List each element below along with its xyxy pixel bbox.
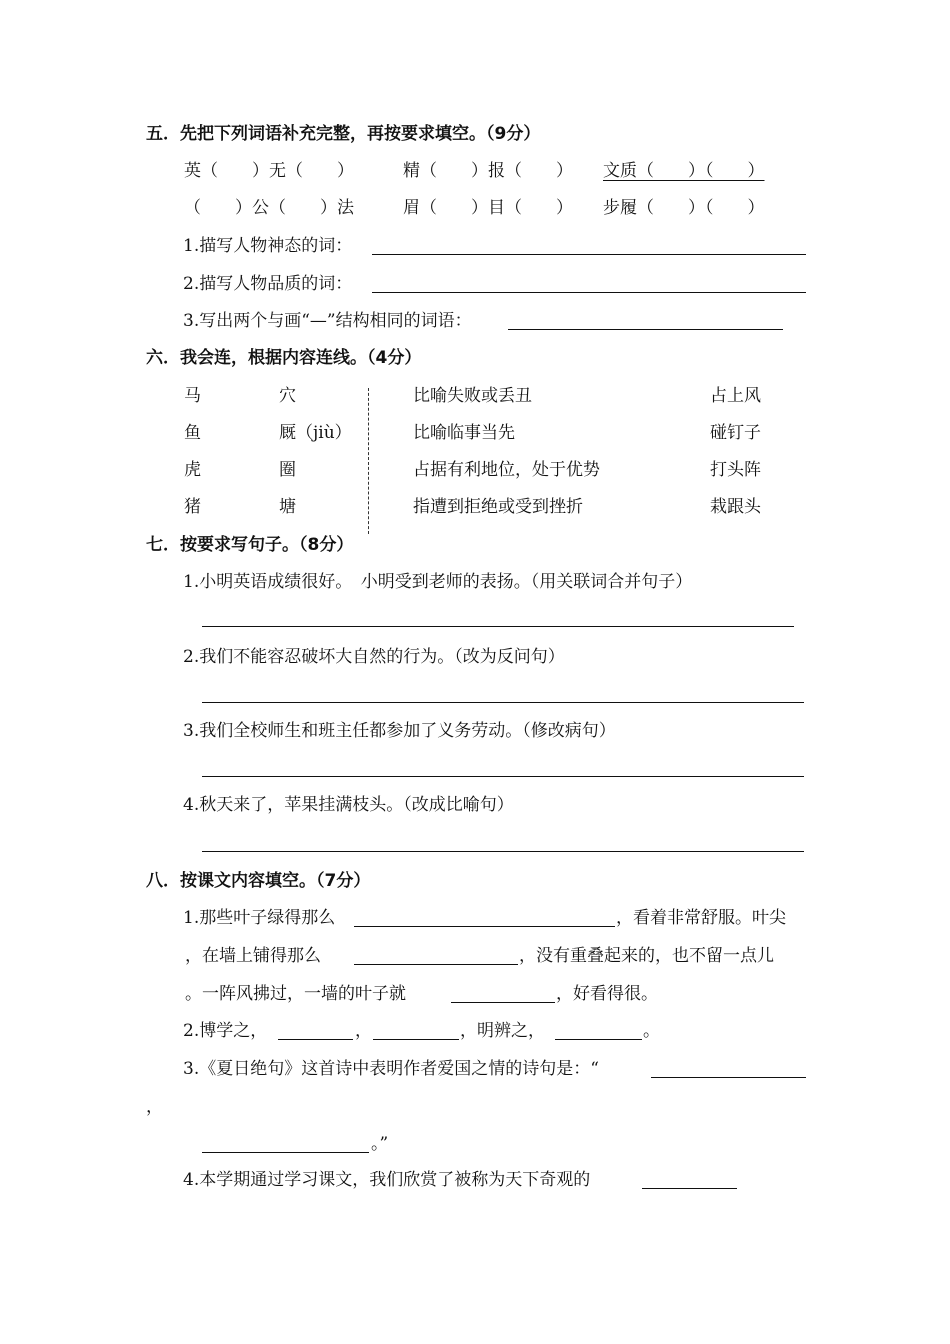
s8-q1-part-c: ，在墙上铺得那么 — [185, 946, 321, 966]
word-blank-2: 精（ ）报（ ） — [403, 161, 573, 181]
s8-q1-part-e: 。一阵风拂过，一墙的叶子就 — [185, 984, 406, 1004]
meaning-item: 比喻失败或丢丑 — [413, 386, 532, 406]
section-8-title: 八．按课文内容填空。（7分） — [146, 871, 371, 891]
idiom-item: 栽跟头 — [710, 497, 761, 517]
answer-line[interactable] — [354, 964, 518, 965]
answer-line[interactable] — [202, 702, 804, 703]
s7-question-3: 3.我们全校师生和班主任都参加了义务劳动。（修改病句） — [183, 721, 616, 741]
answer-line[interactable] — [202, 776, 804, 777]
animal-item: 鱼 — [184, 423, 201, 443]
s8-q2-part-a: 2.博学之， — [183, 1021, 268, 1041]
answer-line[interactable] — [651, 1077, 806, 1078]
answer-line[interactable] — [555, 1039, 642, 1040]
s8-q2-part-c: ，明辨之， — [460, 1021, 545, 1041]
s8-question-4: 4.本学期通过学习课文，我们欣赏了被称为天下奇观的 — [183, 1170, 591, 1190]
place-item: 穴 — [279, 386, 296, 406]
answer-line[interactable] — [202, 851, 804, 852]
word-blank-1: 英（ ）无（ ） — [184, 161, 354, 181]
meaning-item: 比喻临事当先 — [413, 423, 515, 443]
animal-item: 马 — [184, 386, 201, 406]
section-7-title: 七．按要求写句子。（8分） — [146, 535, 354, 555]
word-blank-5: 眉（ ）目（ ） — [403, 198, 573, 218]
s7-question-2: 2.我们不能容忍破坏大自然的行为。（改为反问句） — [183, 647, 565, 667]
place-item: 塘 — [279, 497, 296, 517]
answer-line[interactable] — [508, 329, 783, 330]
s7-question-1: 1.小明英语成绩很好。 小明受到老师的表扬。（用关联词合并句子） — [183, 572, 693, 592]
meaning-item: 指遭到拒绝或受到挫折 — [413, 497, 583, 517]
section-5-title: 五．先把下列词语补充完整，再按要求填空。（9分） — [146, 124, 541, 144]
animal-item: 猪 — [184, 497, 201, 517]
s8-q1-part-d: ，没有重叠起来的，也不留一点儿 — [519, 946, 774, 966]
idiom-item: 打头阵 — [710, 460, 761, 480]
animal-item: 虎 — [184, 460, 201, 480]
answer-line[interactable] — [278, 1039, 353, 1040]
word-blank-3-underlined: 文质（ ）（ ） — [603, 161, 765, 181]
place-item: 厩（jiù） — [279, 423, 352, 443]
answer-line[interactable] — [354, 926, 615, 927]
s7-question-4: 4.秋天来了，苹果挂满枝头。（改成比喻句） — [183, 795, 514, 815]
s8-q1-part-a: 1.那些叶子绿得那么 — [183, 908, 336, 928]
s5-question-1: 1.描写人物神态的词： — [183, 236, 353, 256]
place-item: 圈 — [279, 460, 296, 480]
s8-q3-comma: ， — [146, 1097, 163, 1117]
word-blank-6: 步履（ ）（ ） — [603, 198, 765, 218]
answer-line[interactable] — [642, 1188, 737, 1189]
answer-line[interactable] — [451, 1002, 555, 1003]
s8-q3-part-a: 3.《夏日绝句》这首诗中表明作者爱国之情的诗句是：“ — [183, 1059, 599, 1079]
word-blank-4: （ ）公（ ）法 — [184, 198, 354, 218]
s8-q2-part-d: 。 — [643, 1021, 660, 1041]
dashed-divider — [368, 388, 369, 534]
answer-line[interactable] — [373, 1039, 459, 1040]
s5-question-3: 3.写出两个与画“—”结构相同的词语： — [183, 311, 472, 331]
idiom-item: 碰钉子 — [710, 423, 761, 443]
section-6-title: 六．我会连，根据内容连线。（4分） — [146, 348, 422, 368]
answer-line[interactable] — [372, 254, 806, 255]
idiom-item: 占上风 — [710, 386, 761, 406]
s8-q1-part-b: ，看着非常舒服。叶尖 — [616, 908, 786, 928]
s5-question-2: 2.描写人物品质的词： — [183, 274, 353, 294]
meaning-item: 占据有利地位，处于优势 — [413, 460, 600, 480]
s8-q1-part-f: ，好看得很。 — [556, 984, 658, 1004]
s8-q3-end: 。” — [371, 1134, 389, 1154]
s8-q2-part-b: ， — [355, 1021, 372, 1041]
answer-line[interactable] — [202, 626, 794, 627]
answer-line[interactable] — [372, 292, 806, 293]
answer-line[interactable] — [202, 1152, 369, 1153]
